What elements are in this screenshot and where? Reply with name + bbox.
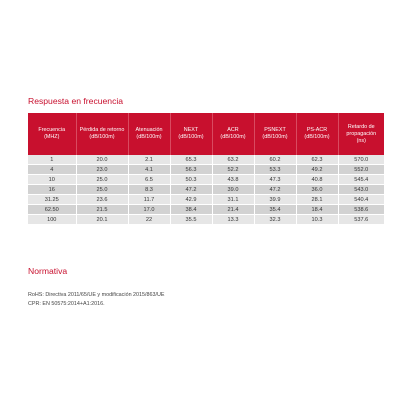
table-cell: 28.1: [296, 195, 338, 205]
table-cell: 36.0: [296, 185, 338, 195]
table-row: [28, 175, 384, 185]
table-row: [28, 215, 384, 225]
table-cell: 42.9: [170, 195, 212, 205]
table-cell: 570.0: [338, 155, 384, 165]
column-header: [28, 113, 76, 155]
table-cell: 25.0: [76, 175, 128, 185]
table-cell: 47.3: [254, 175, 296, 185]
table-cell: 4: [28, 165, 76, 175]
table-cell: 50.3: [170, 175, 212, 185]
table-cell: 40.8: [296, 175, 338, 185]
table-row: [28, 195, 384, 205]
table-cell: 35.4: [254, 205, 296, 215]
table-row: [28, 165, 384, 175]
column-header: [128, 113, 170, 155]
table-cell: 2.1: [128, 155, 170, 165]
column-header-line: PSNEXT: [264, 127, 286, 133]
frequency-response-title: Respuesta en frecuencia: [28, 96, 124, 106]
column-header-line: Pérdida de retorno: [79, 127, 125, 133]
table-cell: 63.2: [212, 155, 254, 165]
table-cell: 47.2: [254, 185, 296, 195]
table-cell: 38.4: [170, 205, 212, 215]
column-header-line: Retardo de: [347, 123, 375, 130]
column-header-line: (dB/100m): [136, 134, 162, 140]
table-cell: 1: [28, 155, 76, 165]
table-cell: 100: [28, 215, 76, 225]
table-cell: 23.6: [76, 195, 128, 205]
table-cell: 10: [28, 175, 76, 185]
column-header-line: (dB/100m): [178, 134, 204, 140]
frequency-response-table: [28, 113, 384, 225]
table-cell: 543.0: [338, 185, 384, 195]
table-cell: 8.3: [128, 185, 170, 195]
table-cell: 35.5: [170, 215, 212, 225]
table-cell: 540.4: [338, 195, 384, 205]
column-header-line: ACR: [227, 127, 239, 133]
table-cell: 20.1: [76, 215, 128, 225]
table-cell: 39.0: [212, 185, 254, 195]
norm-rohs: RoHS: Directiva 2011/65/UE y modificación 2015/863/UE: [28, 292, 165, 298]
column-header: [76, 113, 128, 155]
table-cell: 538.6: [338, 205, 384, 215]
column-header: [170, 113, 212, 155]
column-header-line: propagación: [346, 130, 377, 137]
norms-title: Normativa: [28, 266, 68, 276]
column-header-line: PS-ACR: [306, 127, 328, 133]
table-cell: 545.4: [338, 175, 384, 185]
table-header-row: [28, 113, 384, 155]
column-header-line: Atenuación: [135, 127, 163, 133]
column-header-line: (dB/100m): [220, 134, 246, 140]
table-cell: 13.3: [212, 215, 254, 225]
column-header: [296, 113, 338, 155]
table-row: [28, 155, 384, 165]
column-header-line: (dB/100m): [262, 134, 288, 140]
table-cell: 552.0: [338, 165, 384, 175]
table-cell: 65.3: [170, 155, 212, 165]
table-cell: 31.1: [212, 195, 254, 205]
table-cell: 6.5: [128, 175, 170, 185]
table-cell: 16: [28, 185, 76, 195]
table-cell: 49.2: [296, 165, 338, 175]
column-header: [254, 113, 296, 155]
table-cell: 52.2: [212, 165, 254, 175]
table-cell: 62.3: [296, 155, 338, 165]
column-header-line: (ns): [356, 137, 366, 144]
table-cell: 53.3: [254, 165, 296, 175]
column-header-line: (MHZ): [44, 134, 60, 140]
table-cell: 21.5: [76, 205, 128, 215]
table-cell: 60.2: [254, 155, 296, 165]
norm-cpr: CPR: EN 50575:2014+A1:2016.: [28, 301, 105, 307]
column-header-line: (dB/100m): [304, 134, 330, 140]
table-row: [28, 205, 384, 215]
column-header-line: NEXT: [183, 127, 199, 133]
table-cell: 11.7: [128, 195, 170, 205]
table-cell: 25.0: [76, 185, 128, 195]
column-header-line: Frecuencia: [38, 127, 66, 133]
table-cell: 62.50: [28, 205, 76, 215]
table-cell: 31.25: [28, 195, 76, 205]
table-cell: 537.6: [338, 215, 384, 225]
table-cell: 39.9: [254, 195, 296, 205]
table-cell: 17.0: [128, 205, 170, 215]
table-cell: 43.8: [212, 175, 254, 185]
column-header: [338, 113, 384, 155]
column-header-line: (dB/100m): [89, 134, 115, 140]
table-cell: 47.2: [170, 185, 212, 195]
table-cell: 4.1: [128, 165, 170, 175]
table-cell: 10.3: [296, 215, 338, 225]
table-cell: 18.4: [296, 205, 338, 215]
table-cell: 21.4: [212, 205, 254, 215]
column-header: [212, 113, 254, 155]
table-row: [28, 185, 384, 195]
table-cell: 23.0: [76, 165, 128, 175]
table-cell: 32.3: [254, 215, 296, 225]
table-cell: 22: [128, 215, 170, 225]
table-cell: 20.0: [76, 155, 128, 165]
table-cell: 56.3: [170, 165, 212, 175]
